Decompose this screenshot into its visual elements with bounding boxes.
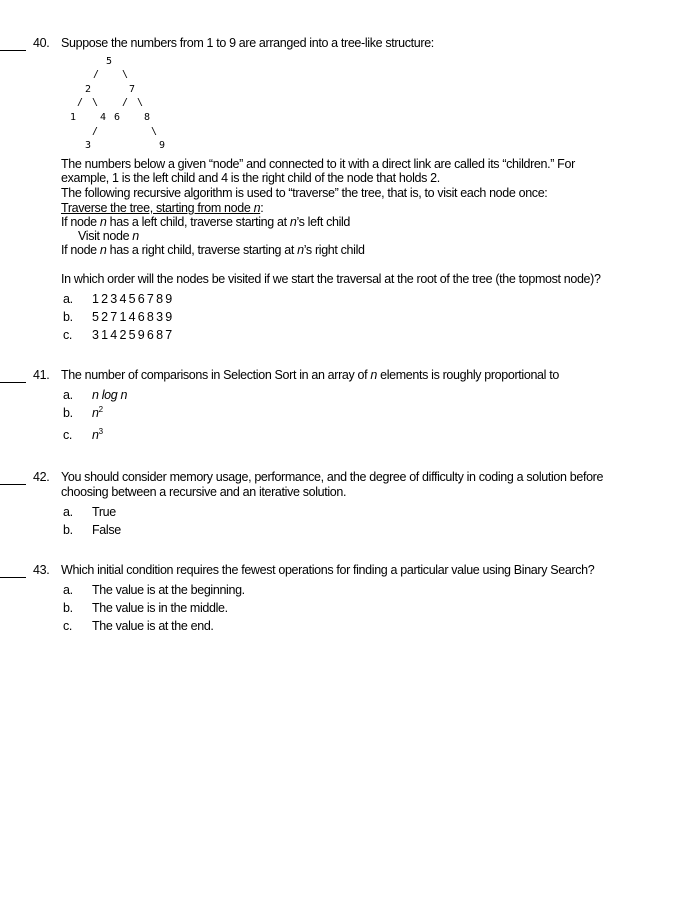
option-text-43a[interactable]: The value is at the beginning. <box>92 583 245 597</box>
answer-blank-41[interactable] <box>0 382 26 383</box>
option-letter-40c: c. <box>63 328 73 342</box>
algorithm-title-var: n <box>253 201 261 215</box>
algorithm-var: n <box>99 215 107 229</box>
option-letter-41c: c. <box>63 428 73 442</box>
answer-blank-42[interactable] <box>0 484 26 485</box>
tree-node-1: 1 <box>70 112 77 123</box>
tree-node-6: 6 <box>114 112 121 123</box>
option-text-41b[interactable] <box>92 406 103 421</box>
question-number-42: 42. <box>33 470 50 484</box>
answer-blank-43[interactable] <box>0 577 26 578</box>
paragraph-children-line1: The numbers below a given “node” and connected to it with a direct link are called its “children.” For <box>61 157 575 171</box>
algorithm-text: Visit node <box>78 229 133 243</box>
option-letter-42b: b. <box>63 523 73 537</box>
algorithm-title-colon: : <box>260 201 264 215</box>
option-text-43b[interactable]: The value is in the middle. <box>92 601 228 615</box>
algorithm-text: ’s right child <box>303 243 365 257</box>
option-exponent: 2 <box>98 405 103 414</box>
algorithm-text: has a left child, traverse starting at <box>106 215 290 229</box>
tree-node-8: 8 <box>144 112 151 123</box>
option-letter-43c: c. <box>63 619 73 633</box>
tree-edge-7-6: / <box>122 97 129 108</box>
algorithm-var: n <box>297 243 304 257</box>
tree-node-7: 7 <box>129 84 136 95</box>
option-expression: n <box>92 406 99 420</box>
algorithm-var: n <box>99 243 107 257</box>
option-text-42b[interactable]: False <box>92 523 121 537</box>
option-text-40a[interactable]: 123456789 <box>92 292 175 306</box>
algorithm-line-left <box>61 215 350 230</box>
question-stem-43: Which initial condition requires the fewest operations for finding a particular value using Binary Search? <box>61 563 595 577</box>
option-text-43c[interactable]: The value is at the end. <box>92 619 214 633</box>
paragraph-children-line2: example, 1 is the left child and 4 is the right child of the node that holds 2. <box>61 171 440 185</box>
tree-node-9: 9 <box>159 140 166 151</box>
option-letter-40a: a. <box>63 292 73 306</box>
algorithm-var: n <box>289 215 297 229</box>
answer-blank-40[interactable] <box>0 50 26 51</box>
algorithm-text: has a right child, traverse starting at <box>106 243 298 257</box>
tree-node-3: 3 <box>85 140 92 151</box>
paragraph-algorithm-intro: The following recursive algorithm is used to “traverse” the tree, that is, to visit each node once: <box>61 186 548 200</box>
tree-node-2: 2 <box>85 84 92 95</box>
stem-text: elements is roughly proportional to <box>376 368 559 382</box>
option-letter-43b: b. <box>63 601 73 615</box>
option-letter-43a: a. <box>63 583 73 597</box>
option-text-40c[interactable]: 314259687 <box>92 328 175 342</box>
algorithm-line-right <box>61 243 365 258</box>
algorithm-line-visit <box>78 229 139 244</box>
option-text-41c[interactable] <box>92 428 103 443</box>
question-number-43: 43. <box>33 563 50 577</box>
option-letter-40b: b. <box>63 310 73 324</box>
stem-text: The number of comparisons in Selection Sort in an array of <box>61 368 371 382</box>
option-text-42a[interactable]: True <box>92 505 116 519</box>
tree-edge-5-7: \ <box>122 69 129 80</box>
question-stem-41 <box>61 368 559 383</box>
algorithm-text: If node <box>61 215 100 229</box>
algorithm-var: n <box>132 229 139 243</box>
option-exponent: 3 <box>98 427 103 436</box>
question-stem-40: Suppose the numbers from 1 to 9 are arranged into a tree-like structure: <box>61 36 434 50</box>
option-letter-41b: b. <box>63 406 73 420</box>
tree-edge-5-2: / <box>93 69 100 80</box>
option-expression: n log n <box>92 388 128 402</box>
algorithm-text: ’s left child <box>296 215 351 229</box>
option-text-40b[interactable]: 527146839 <box>92 310 175 324</box>
tree-edge-2-1: / <box>77 97 84 108</box>
question-number-40: 40. <box>33 36 50 50</box>
algorithm-text: If node <box>61 243 100 257</box>
algorithm-title-text: Traverse the tree, starting from node <box>61 201 254 215</box>
stem-var: n <box>370 368 377 382</box>
algorithm-title <box>61 201 263 216</box>
question-stem-42-line1: You should consider memory usage, performance, and the degree of difficulty in coding a solution before <box>61 470 604 484</box>
option-expression: n <box>92 428 99 442</box>
question-prompt-40: In which order will the nodes be visited if we start the traversal at the root of the tree (the topmost node)? <box>61 272 601 286</box>
option-text-41a[interactable] <box>92 388 127 403</box>
option-letter-42a: a. <box>63 505 73 519</box>
tree-node-5: 5 <box>106 56 113 67</box>
tree-edge-8-9: \ <box>151 126 158 137</box>
question-stem-42-line2: choosing between a recursive and an iterative solution. <box>61 485 347 499</box>
tree-edge-4-3: / <box>92 126 99 137</box>
tree-node-4: 4 <box>100 112 107 123</box>
tree-edge-2-4: \ <box>92 97 99 108</box>
question-number-41: 41. <box>33 368 50 382</box>
option-letter-41a: a. <box>63 388 73 402</box>
tree-edge-7-8: \ <box>137 97 144 108</box>
